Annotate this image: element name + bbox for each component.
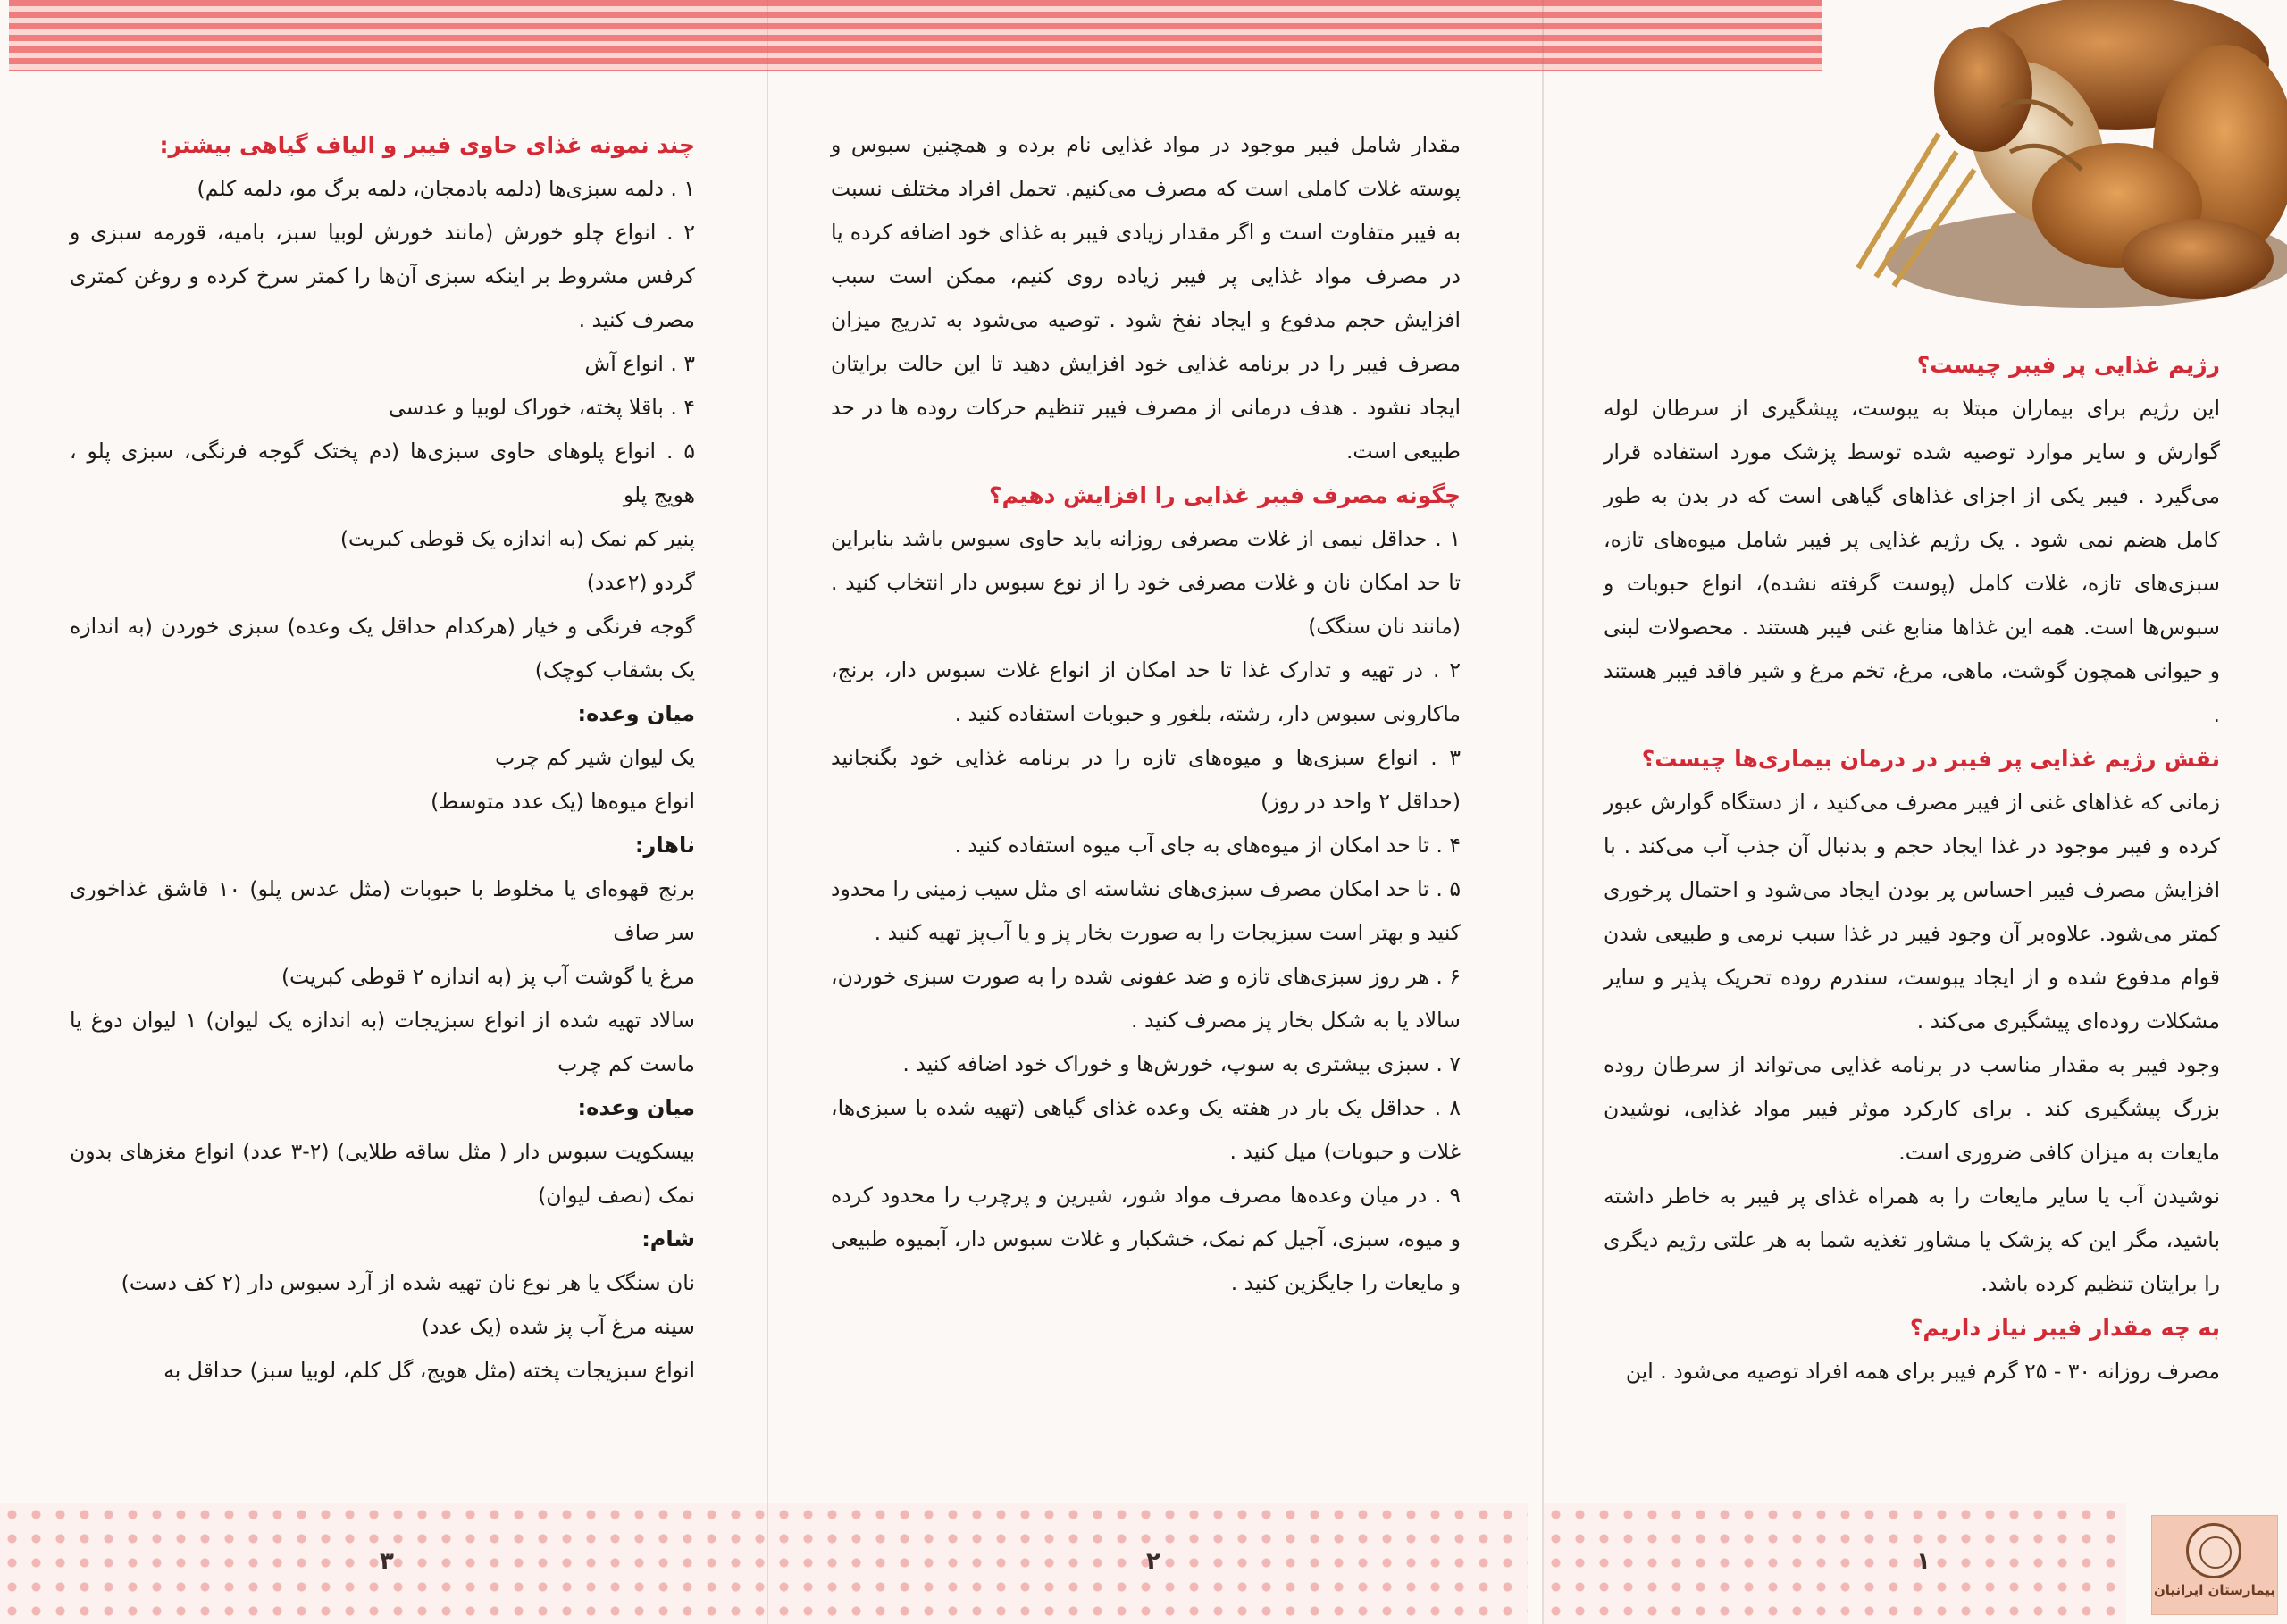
hospital-logo [2151,1515,2278,1615]
meal-line: انواع سبزیجات پخته (مثل هویج، گل کلم، لوبیا سبز) حداقل به [163,1358,695,1383]
paragraph-diet-definition: این رژیم برای بیماران مبتلا به یبوست، پیشگیری از سرطان لوله گوارش و سایر موارد توصیه شده توسط پزشک مورد استفاده قرار می‌گیرد . فیبر یکی از اجزای غذاهای گیاهی است که در بدن به طور کامل هضم نمی شود . یک رژیم غذایی پر فیبر شامل میوه‌های تازه، سبزی‌های تازه، غلات کامل (پوست گرفته نشده)، انواع حبوبات و سبوس‌ها است. همه این غذاها منابع غنی فیبر هستند . محصولات لبنی و حیوانی همچون گوشت، ماهی، مرغ، تخم مرغ و شیر فاقد فیبر هستند . [1604,396,2220,727]
top-stripe-band-right [1544,0,1840,71]
meal-line: نان سنگک یا هر نوع نان تهیه شده از آرد سبوس دار (۲ کف دست) [121,1270,695,1295]
meal-line: گردو (۲عدد) [586,570,695,595]
heading-snack: میان وعده: [577,701,695,726]
paragraph-daily-amount: مصرف روزانه ۳۰ - ۲۵ گرم فیبر برای همه افراد توصیه می‌شود . این [1625,1359,2220,1384]
meal-line: یک لیوان شیر کم چرب [495,745,695,770]
panel-page-3 [70,123,695,1393]
meal-line: انواع میوه‌ها (یک عدد متوسط) [431,789,695,814]
heading-what-is-high-fiber-diet: رژیم غذایی پر فیبر چیست؟ [1916,352,2220,378]
meal-line: بیسکویت سبوس دار ( مثل ساقه طلایی) (۲-۳ عدد) انواع مغزهای بدون نمک (نصف لیوان) [70,1139,695,1208]
paragraph-role-in-treatment: زمانی که غذاهای غنی از فیبر مصرف می‌کنید ، از دستگاه گوارش عبور کرده و فیبر موجود در غذا ایجاد حجم و بدنبال آن جذب آب می‌کند . با افزایش مصرف فیبر احساس پر بودن ایجاد می‌شود و احتمال پرخوری کمتر می‌شود. علاوه‌بر آن وجود فیبر در غذا سبب نرمی و طبیعی شدن قوام مدفوع شده و از ایجاد یبوست، سندرم روده تحریک پذیر و سایر مشکلات روده‌ای پیشگیری می‌کند . [1604,790,2220,1034]
meal-line: گوجه فرنگی و خیار (هرکدام حداقل یک وعده) سبزی خوردن (به اندازه یک بشقاب کوچک) [70,614,695,682]
meal-line: سالاد تهیه شده از انواع سبزیجات (به اندازه یک لیوان) ۱ لیوان دوغ یا ماست کم چرب [70,1008,695,1076]
list-item: ۳ . انواع آش [584,351,695,376]
list-item: ۱ . دلمه سبزی‌ها (دلمه بادمجان، دلمه برگ مو، دلمه کلم) [197,176,695,201]
bottom-dot-band-right [1544,1503,2126,1624]
list-item: ۸ . حداقل یک بار در هفته یک وعده غذای گیاهی (تهیه شده با سبزی‌ها، غلات و حبوبات) میل کنید . [831,1095,1461,1164]
heading-lunch: ناهار: [634,833,695,858]
hospital-emblem-icon [2186,1523,2241,1578]
list-item: ۴ . تا حد امکان از میوه‌های به جای آب میوه استفاده کنید . [954,833,1461,858]
paragraph-colon-cancer: وجود فیبر به مقدار مناسب در برنامه غذایی می‌تواند از سرطان روده بزرگ پیشگیری کند . برای کارکرد موثر فیبر مواد غذایی، نوشیدن مایعات به میزان کافی ضروری است. [1604,1052,2220,1165]
heading-role-in-treatment: نقش رژیم غذایی پر فیبر در درمان بیماری‌ها چیست؟ [1641,746,2220,772]
list-item: ۲ . انواع چلو خورش (مانند خورش لوبیا سبز، بامیه، قورمه سبزی و کرفس مشروط بر اینکه سبزی آن‌ها را کمتر سرخ کرده و روغن کمتری مصرف کنید . [70,220,695,332]
hospital-name: بیمارستان ایرانیان [2153,1582,2276,1598]
list-item: ۵ . انواع پلوهای حاوی سبزی‌ها (دم پختک گوجه فرنگی، سبزی پلو ، هویج پلو [70,439,695,507]
panel-page-1 [1604,343,2220,1394]
top-stripe-band-left [9,0,1563,71]
bread-basket-illustration [1822,0,2287,308]
heading-sample-fiber-foods: چند نمونه غذای حاوی فیبر و الیاف گیاهی بیشتر: [159,132,695,158]
heading-how-to-increase-fiber: چگونه مصرف فیبر غذایی را افزایش دهیم؟ [988,482,1461,508]
list-item: ۷ . سبزی بیشتری به سوپ، خورش‌ها و خوراک خود اضافه کنید . [902,1051,1461,1076]
panel-fold-line [767,0,768,1624]
list-item: ۹ . در میان وعده‌ها مصرف مواد شور، شیرین و پرچرب را محدود کرده و میوه، سبزی، آجیل کم نمک، خشکبار و غلات سبوس دار، آبمیوه طبیعی و مایعات را جایگزین کنید . [831,1183,1461,1295]
list-item: ۴ . باقلا پخته، خوراک لوبیا و عدسی [389,395,695,420]
page-number: ۱ [1916,1548,1931,1575]
bread-basket-image [1822,0,2287,308]
list-item: ۶ . هر روز سبزی‌های تازه و ضد عفونی شده را به صورت سبزی خوردن، سالاد یا به شکل بخار پز مصرف کنید . [831,964,1461,1033]
meal-line: سینه مرغ آب پز شده (یک عدد) [421,1314,695,1339]
heading-snack: میان وعده: [577,1095,695,1120]
list-item: ۱ . حداقل نیمی از غلات مصرفی روزانه باید حاوی سبوس باشد بنابراین تا حد امکان نان و غلات مصرفی خود را از نوع سبوس دار انتخاب کنید . (مانند نان سنگک) [831,526,1461,639]
page-number: ۳ [380,1548,394,1575]
heading-dinner: شام: [641,1226,695,1251]
panel-fold-line [1542,0,1544,1624]
list-item: ۲ . در تهیه و تدارک غذا تا حد امکان از انواع غلات سبوس دار، برنج، ماکارونی سبوس دار، رشته، بلغور و حبوبات استفاده کنید . [831,657,1461,726]
meal-line: برنج قهوه‌ای یا مخلوط با حبوبات (مثل عدس پلو) ۱۰ قاشق غذاخوری سر صاف [70,876,696,945]
heading-how-much-fiber: به چه مقدار فیبر نیاز داریم؟ [1909,1315,2220,1341]
meal-line: پنیر کم نمک (به اندازه یک قوطی کبریت) [339,526,695,551]
meal-line: مرغ یا گوشت آب پز (به اندازه ۲ قوطی کبریت) [281,964,695,989]
paragraph-fluids: نوشیدن آب یا سایر مایعات را به همراه غذای پر فیبر به خاطر داشته باشید، مگر این که پزشک یا مشاور تغذیه شما به هر علتی رژیم دیگری را برایتان تنظیم کرده باشد. [1604,1184,2220,1296]
paragraph-fiber-tolerance: مقدار شامل فیبر موجود در مواد غذایی نام برده و همچنین سبوس و پوسته غلات کاملی است که مصرف می‌کنیم. تحمل افراد مختلف نسبت به فیبر متفاوت است و اگر مقدار زیادی فیبر به غذای خود اضافه کرده یا در مصرف مواد غذایی پر فیبر زیاده روی کنیم، ممکن است سبب افزایش حجم مدفوع و ایجاد نفخ شود . توصیه می‌شود به تدریج میزان مصرف فیبر را در برنامه غذایی خود افزایش دهید تا این حالت برایتان ایجاد نشود . هدف درمانی از مصرف فیبر تنظیم حرکات روده ها در حد طبیعی است. [831,132,1461,464]
list-item: ۵ . تا حد امکان مصرف سبزی‌های نشاسته ای مثل سیب زمینی را محدود کنید و بهتر است سبزیجات را به صورت بخار پز و یا آب‌پز تهیه کنید . [831,876,1461,945]
list-item: ۳ . انواع سبزی‌ها و میوه‌های تازه را در برنامه غذایی خود بگنجانید (حداقل ۲ واحد در روز) [831,745,1461,814]
page-number: ۲ [1146,1548,1160,1575]
panel-page-2 [831,123,1461,1305]
bottom-dot-band-left [0,1503,1528,1624]
